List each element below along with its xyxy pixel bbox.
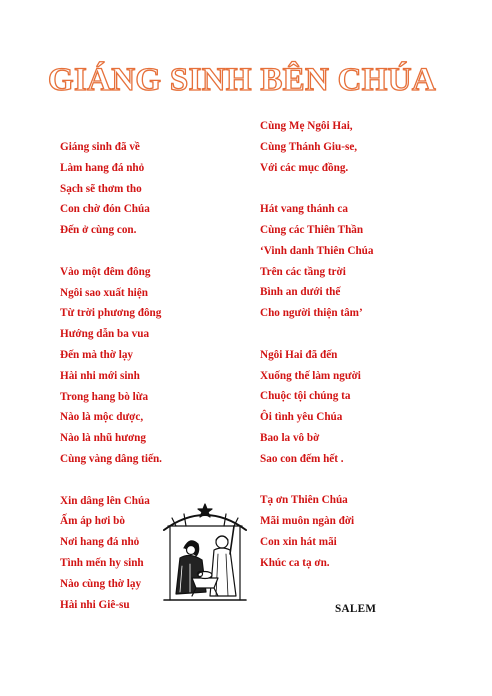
right-poem-line: Với các mục đồng. <box>260 161 349 174</box>
left-poem-line: Sạch sẽ thơm tho <box>60 182 142 195</box>
left-poem-line: Nơi hang đá nhỏ <box>60 536 140 549</box>
left-poem-line: Đến mà thờ lạy <box>60 348 134 361</box>
left-poem-line: Cùng vàng dâng tiến. <box>60 452 162 465</box>
right-poem-line: Ôi tình yêu Chúa <box>260 411 343 424</box>
left-poem-line: Từ trời phương đông <box>60 307 162 320</box>
poem-column-right <box>260 116 374 574</box>
left-poem-line: Con chờ đón Chúa <box>60 203 150 216</box>
poem-title: GIÁNG SINH BÊN CHÚA <box>48 62 437 98</box>
right-poem-line: Chuộc tội chúng ta <box>260 390 351 403</box>
left-poem-line: Đến ở cùng con. <box>60 224 137 237</box>
left-poem-line: Hài nhi Giê-su <box>60 598 130 611</box>
poem-column-left <box>60 137 162 615</box>
right-poem-line: Bao la vô bờ <box>260 431 320 444</box>
left-poem-line: Ngôi sao xuất hiện <box>60 286 148 299</box>
right-poem-line: Cùng Thánh Giu-se, <box>260 140 358 153</box>
left-poem-line: Hài nhi mới sinh <box>60 369 140 382</box>
left-poem-line: Làm hang đá nhỏ <box>60 161 145 174</box>
left-poem-line: Trong hang bò lừa <box>60 390 149 403</box>
right-poem-stanza-break <box>260 470 374 491</box>
left-poem-line: Giáng sinh đã về <box>60 141 140 153</box>
left-poem-line: Ấm áp hơi bò <box>60 515 125 528</box>
right-poem-line: Cùng các Thiên Thần <box>260 223 364 236</box>
left-poem-line: Nào cùng thờ lạy <box>60 577 142 590</box>
nativity-illustration <box>162 496 248 604</box>
right-poem-line: Khúc ca tạ ơn. <box>260 556 330 569</box>
right-poem-stanza-break <box>260 178 374 199</box>
right-poem-line: Trên các tầng trời <box>260 265 346 278</box>
right-poem-line: ‘Vinh danh Thiên Chúa <box>260 244 374 257</box>
right-poem-line: Xuống thế làm người <box>260 369 361 382</box>
right-poem-line: Cùng Mẹ Ngôi Hai, <box>260 120 353 132</box>
right-poem-line: Ngôi Hai đã đến <box>260 348 338 361</box>
left-poem-stanza-break <box>60 241 162 262</box>
left-poem-line: Xin dâng lên Chúa <box>60 494 150 507</box>
left-poem-stanza-break <box>60 470 162 491</box>
left-poem-line: Nào là mộc dược, <box>60 411 144 424</box>
left-poem-line: Tình mến hy sinh <box>60 556 144 569</box>
right-poem-line: Mãi muôn ngàn đời <box>260 515 355 528</box>
right-poem-line: Tạ ơn Thiên Chúa <box>260 494 348 507</box>
right-poem-line: Sao con đếm hết . <box>260 452 344 465</box>
right-poem-line: Con xin hát mãi <box>260 535 337 548</box>
left-poem-line: Nào là nhũ hương <box>60 432 146 445</box>
right-poem-stanza-break <box>260 324 374 345</box>
right-poem-line: Cho người thiện tâm’ <box>260 307 363 320</box>
right-poem-line: Bình an dưới thế <box>260 286 341 299</box>
right-poem-line: Hát vang thánh ca <box>260 203 348 216</box>
author-signature: SALEM <box>335 603 377 615</box>
left-poem-line: Hướng dẫn ba vua <box>60 328 150 341</box>
left-poem-line: Vào một đêm đông <box>60 265 151 278</box>
